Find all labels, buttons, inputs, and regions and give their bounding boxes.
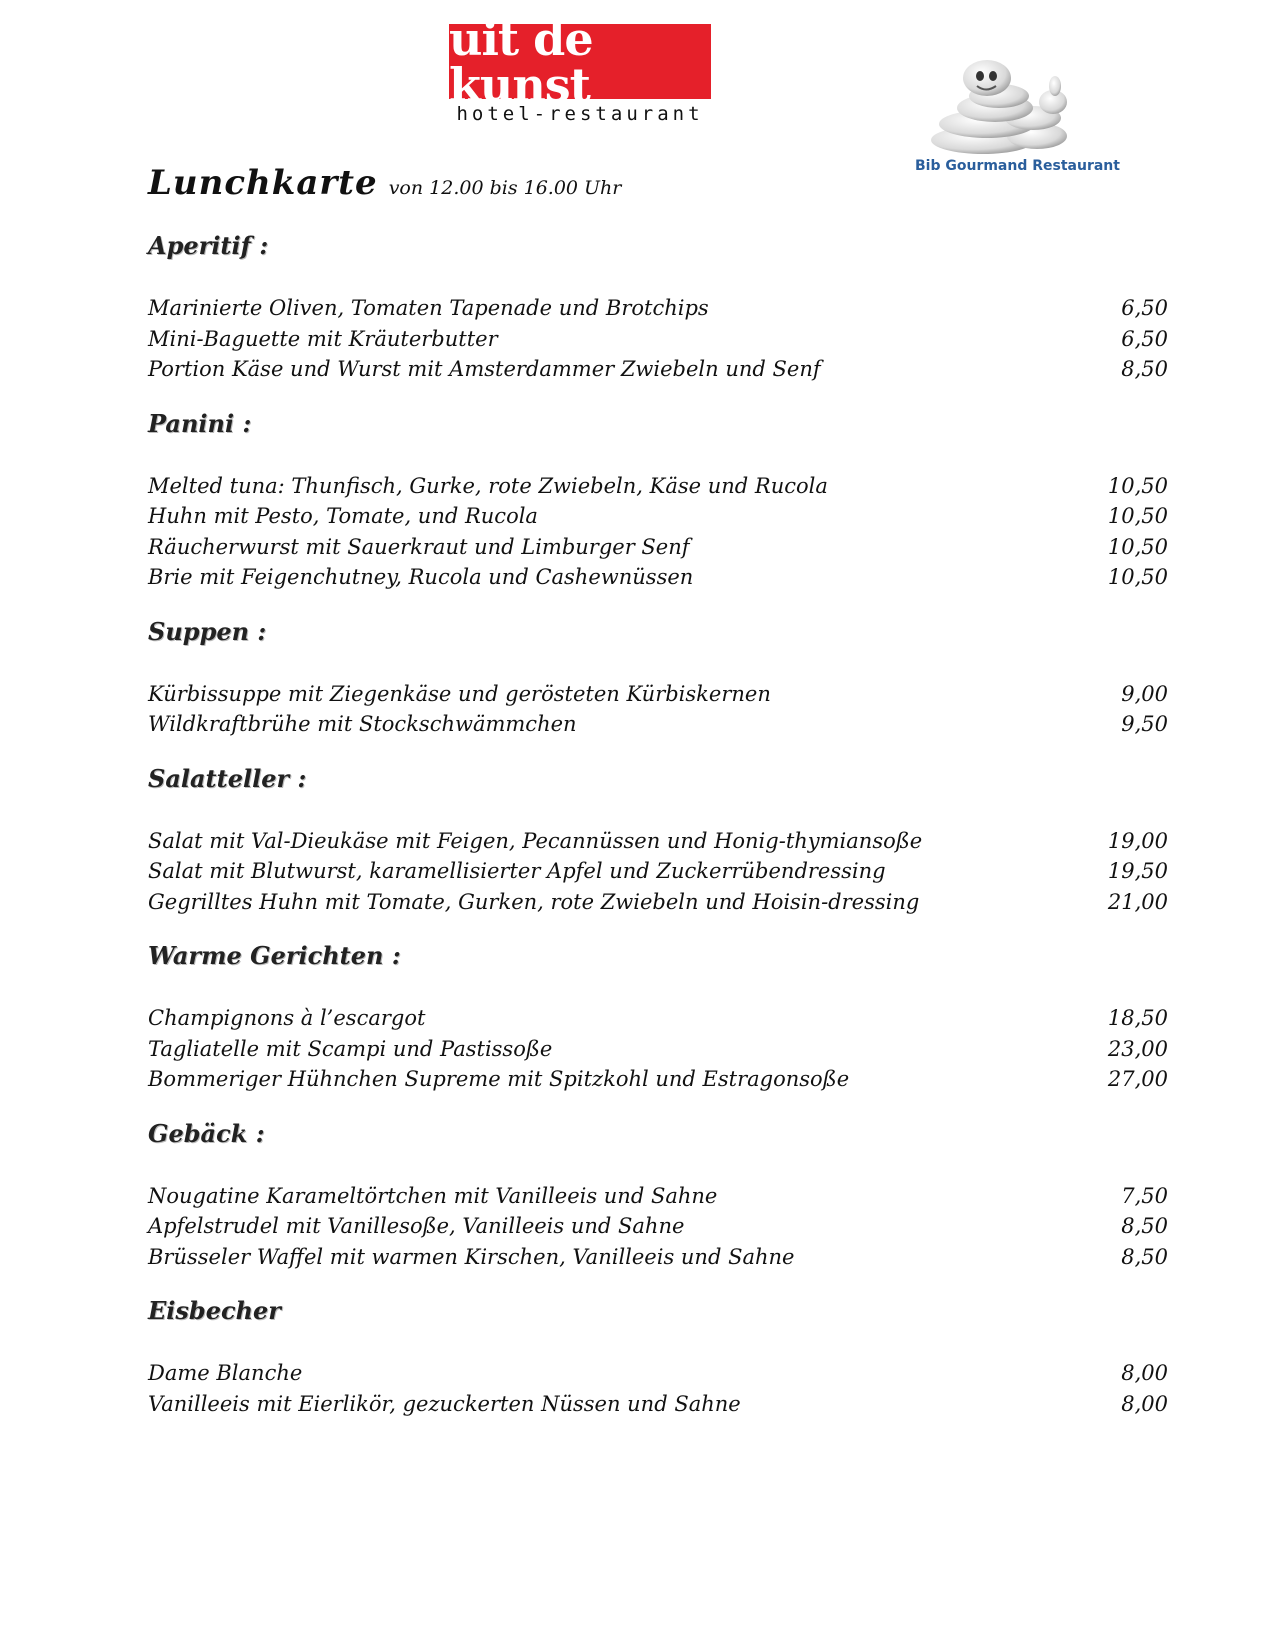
menu-item-price: 21,00: [1107, 889, 1168, 914]
menu-item-name: Wildkraftbrühe mit Stockschwämmchen: [148, 712, 577, 736]
menu-item: [148, 679, 1168, 710]
section-title: Gebäck :: [148, 1118, 265, 1148]
menu-item: [148, 354, 1168, 385]
menu-section: [148, 1294, 1168, 1419]
menu-item-name: Apfelstrudel mit Vanillesoße, Vanilleeis und Sahne: [148, 1214, 685, 1238]
section-title: Suppen :: [148, 616, 267, 646]
menu-item: [148, 1211, 1168, 1242]
menu-item: [148, 532, 1168, 563]
menu-item: [148, 1003, 1168, 1034]
menu-item-price: 10,50: [1107, 504, 1168, 528]
menu-title: Lunchkarte: [148, 163, 378, 203]
menu-item: [148, 501, 1168, 532]
menu-item-price: 19,50: [1107, 859, 1168, 883]
menu-item-price: 9,00: [1121, 681, 1168, 706]
menu-item-name: Brie mit Feigenchutney, Rucola und Cashewnüssen: [148, 565, 694, 589]
hotel-logo: [449, 11, 711, 125]
menu-heading: [148, 163, 1168, 203]
menu-item: [148, 1181, 1168, 1212]
section-title: Panini :: [148, 408, 252, 438]
menu-item-price: 18,50: [1107, 1006, 1168, 1030]
section-title: Aperitif :: [148, 231, 269, 260]
menu-item-price: 8,00: [1121, 1391, 1168, 1416]
menu-item-price: 8,00: [1121, 1361, 1168, 1385]
menu-item: [148, 1389, 1168, 1420]
menu-item-name: Portion Käse und Wurst mit Amsterdammer Zwiebeln und Senf: [148, 357, 821, 381]
menu-item-name: Dame Blanche: [148, 1361, 303, 1385]
menu-item-price: 23,00: [1107, 1036, 1168, 1061]
menu-item-name: Kürbissuppe mit Ziegenkäse und gerösteten Kürbiskernen: [148, 681, 771, 706]
menu-section: [148, 939, 1168, 1095]
menu-item-price: 8,50: [1121, 1244, 1168, 1269]
menu-item: [148, 1034, 1168, 1065]
menu-item-name: Salat mit Blutwurst, karamellisierter Apfel und Zuckerrübendressing: [148, 859, 886, 883]
menu-item-price: 7,50: [1121, 1183, 1168, 1208]
menu-item-name: Huhn mit Pesto, Tomate, und Rucola: [148, 504, 538, 528]
menu-item: [148, 324, 1168, 355]
menu-item: [148, 1358, 1168, 1389]
menu-item-price: 8,50: [1121, 1214, 1168, 1238]
logo-tagline: hotel-restaurant: [456, 103, 704, 125]
menu-item-name: Brüsseler Waffel mit warmen Kirschen, Vanilleeis und Sahne: [148, 1244, 795, 1269]
menu-item-name: Bommeriger Hühnchen Supreme mit Spitzkohl und Estragonsoße: [148, 1067, 850, 1091]
menu-item-name: Räucherwurst mit Sauerkraut und Limburger Senf: [148, 534, 690, 559]
menu-item: [148, 887, 1168, 918]
menu-item-price: 6,50: [1121, 296, 1168, 320]
bib-gourmand-mascot-icon: [925, 56, 1085, 156]
menu-item-name: Champignons à l’escargot: [148, 1006, 426, 1030]
menu-item: [148, 856, 1168, 887]
menu-section: [148, 407, 1168, 593]
menu-item: [148, 826, 1168, 857]
menu-item-name: Melted tuna: Thunfisch, Gurke, rote Zwiebeln, Käse und Rucola: [148, 473, 828, 498]
section-title: Warme Gerichten :: [148, 941, 401, 970]
menu-item-price: 27,00: [1107, 1067, 1168, 1091]
menu-section: [148, 762, 1168, 918]
section-title: Eisbecher: [148, 1296, 281, 1325]
menu-item-price: 10,50: [1107, 473, 1168, 498]
menu-item: [148, 562, 1168, 593]
menu-item-price: 6,50: [1121, 326, 1168, 351]
menu-item-price: 8,50: [1121, 357, 1168, 381]
menu-item-price: 9,50: [1121, 712, 1168, 736]
menu-item-name: Tagliatelle mit Scampi und Pastissoße: [148, 1036, 553, 1061]
menu-item-price: 19,00: [1107, 828, 1168, 853]
menu-section: [148, 1117, 1168, 1273]
menu-item: [148, 471, 1168, 502]
menu-item: [148, 1064, 1168, 1095]
menu-item: [148, 293, 1168, 324]
menu-sections: [148, 229, 1168, 1419]
menu-section: [148, 615, 1168, 740]
bib-gourmand-caption: Bib Gourmand Restaurant: [915, 158, 1120, 174]
logo-wordmark: uit de kunst: [449, 24, 711, 99]
lunch-menu: [148, 163, 1168, 1441]
menu-item-name: Vanilleeis mit Eierlikör, gezuckerten Nüssen und Sahne: [148, 1391, 741, 1416]
menu-item-name: Salat mit Val-Dieukäse mit Feigen, Pecannüssen und Honig-thymiansoße: [148, 828, 923, 853]
menu-item-name: Mini-Baguette mit Kräuterbutter: [148, 326, 498, 351]
menu-item-price: 10,50: [1107, 565, 1168, 589]
menu-item-name: Gegrilltes Huhn mit Tomate, Gurken, rote Zwiebeln und Hoisin-dressing: [148, 889, 920, 914]
menu-hours: von 12.00 bis 16.00 Uhr: [388, 177, 622, 199]
menu-item: [148, 1242, 1168, 1273]
menu-item-name: Marinierte Oliven, Tomaten Tapenade und Brotchips: [148, 296, 709, 320]
menu-section: [148, 229, 1168, 385]
menu-item: [148, 709, 1168, 740]
section-title: Salatteller :: [148, 763, 307, 793]
menu-item-price: 10,50: [1107, 534, 1168, 559]
menu-item-name: Nougatine Karameltörtchen mit Vanilleeis und Sahne: [148, 1183, 718, 1208]
